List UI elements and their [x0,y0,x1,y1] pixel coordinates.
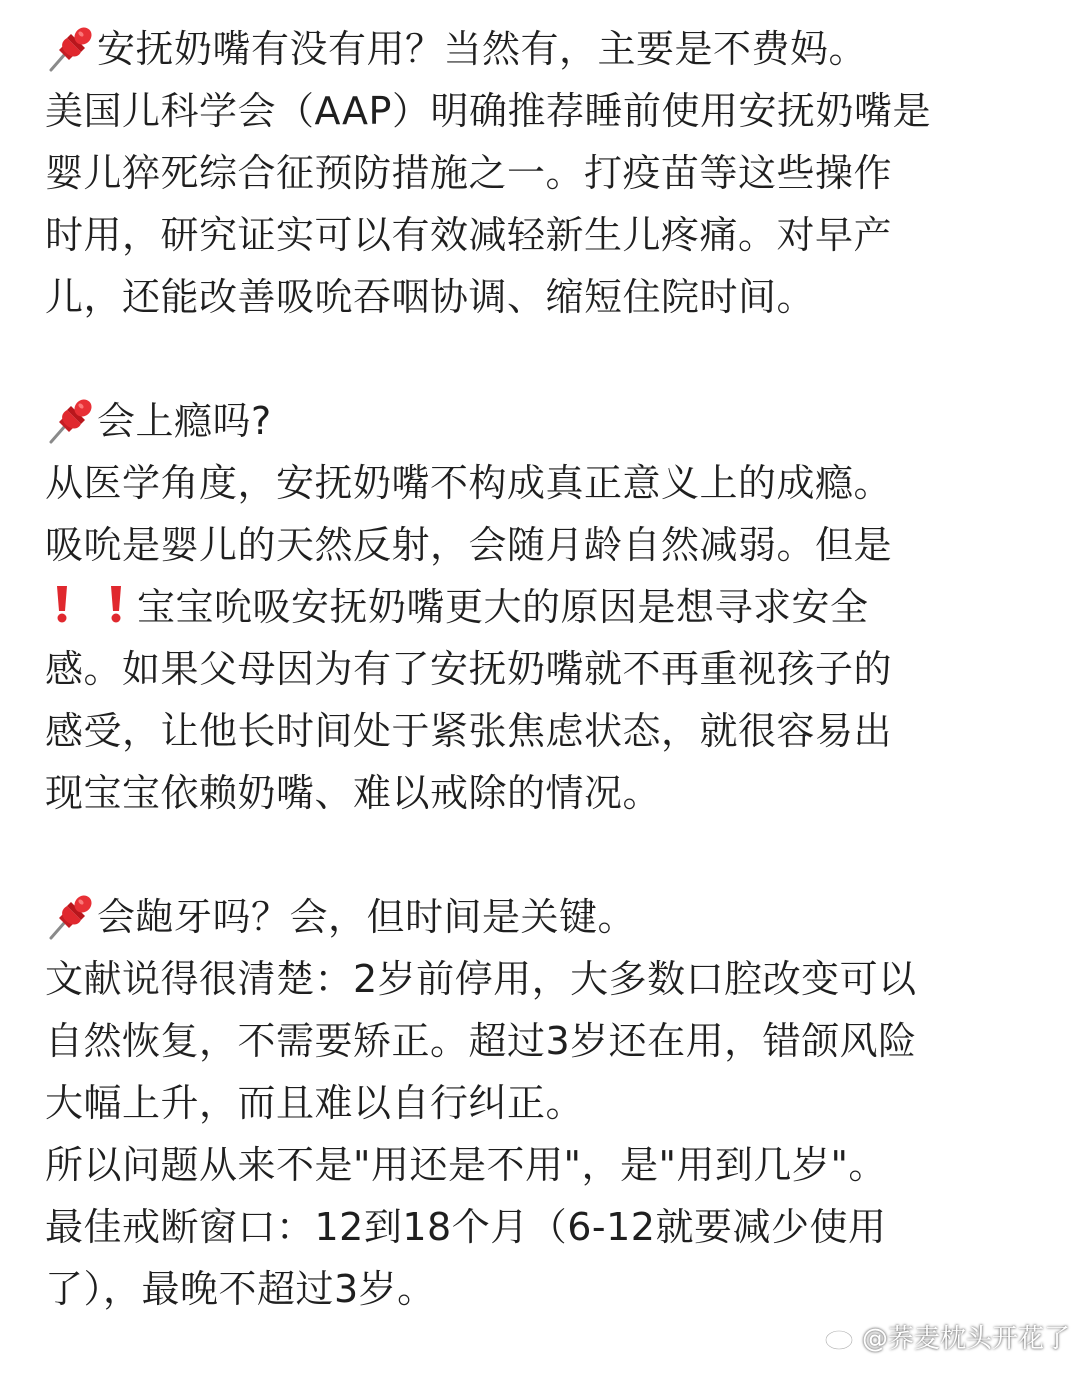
section-buck-teeth [45,886,1045,1320]
paragraph-line: 自然恢复，不需要矫正。超过3岁还在用，错颌风险 [45,1019,917,1063]
weibo-icon [824,1323,858,1351]
pushpin-icon [45,24,95,74]
pushpin-icon [45,396,95,446]
paragraph-line: 感受，让他长时间处于紧张焦虑状态，就很容易出 [45,709,893,753]
paragraph-line: 最佳戒断窗口：12到18个月（6-12就要减少使用 [45,1205,887,1249]
paragraph-line: 大幅上升，而且难以自行纠正。 [45,1081,585,1125]
paragraph-line: 吸吮是婴儿的天然反射，会随月龄自然减弱。但是 [45,523,893,567]
exclamation-mark-icon [51,584,73,624]
paragraph-line: 感。如果父母因为有了安抚奶嘴就不再重视孩子的 [45,647,893,691]
paragraph-line: 了），最晚不超过3岁。 [45,1267,436,1311]
emphasis-text: 宝宝吮吸安抚奶嘴更大的原因是想寻求安全 [137,585,869,629]
watermark-text: @荞麦枕头开花了 [861,1324,1070,1354]
watermark [824,1318,1070,1355]
section-usefulness [45,18,1045,328]
paragraph-line: 文献说得很清楚：2岁前停用，大多数口腔改变可以 [45,957,917,1001]
paragraph-line: 所以问题从来不是"用还是不用"，是"用到几岁"。 [45,1143,887,1187]
paragraph-line: 从医学角度，安抚奶嘴不构成真正意义上的成瘾。 [45,461,893,505]
paragraph-line: 婴儿猝死综合征预防措施之一。打疫苗等这些操作 [45,151,893,195]
section-addiction [45,390,1045,824]
emphasis-line [45,576,1045,638]
paragraph-line: 时用，研究证实可以有效减轻新生儿疼痛。对早产 [45,213,893,257]
paragraph-line: 现宝宝依赖奶嘴、难以戒除的情况。 [45,771,662,815]
exclamation-mark-icon [105,584,127,624]
pushpin-icon [45,892,95,942]
section-heading [45,886,1045,948]
paragraph-line: 儿，还能改善吸吮吞咽协调、缩短住院时间。 [45,275,816,319]
post-body [45,18,1045,1382]
section-heading [45,390,1045,452]
paragraph-line: 美国儿科学会（AAP）明确推荐睡前使用安抚奶嘴是 [45,89,931,133]
section-heading [45,18,1045,80]
heading-text: 安抚奶嘴有没有用？当然有，主要是不费妈。 [97,27,868,71]
heading-text: 会上瘾吗? [97,399,272,443]
heading-text: 会龅牙吗？会，但时间是关键。 [97,895,637,939]
